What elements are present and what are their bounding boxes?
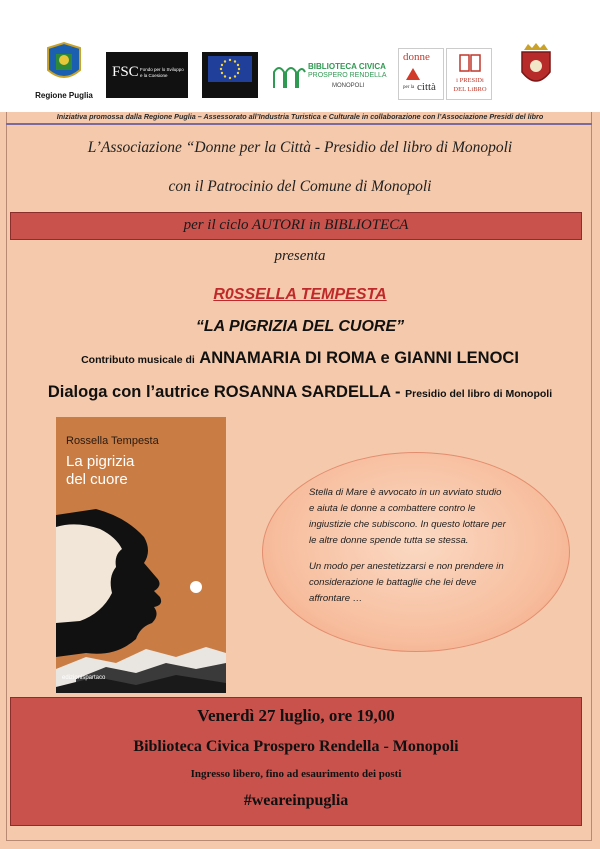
book-icon	[458, 53, 482, 73]
crest-icon	[512, 40, 560, 92]
presidi-del-libro-logo	[446, 48, 492, 100]
event-date: Venerdì 27 luglio, ore 19,00	[197, 706, 395, 725]
event-info-box	[10, 697, 582, 826]
regione-puglia-label: Regione Puglia	[35, 91, 93, 100]
fsc-logo	[106, 52, 188, 98]
biblioteca-rendella-logo	[272, 52, 387, 98]
author-name: R0SSELLA TEMPESTA	[213, 286, 387, 303]
eu-flag-logo	[202, 52, 258, 98]
donne-line1: donne	[403, 51, 430, 63]
dialogue-line	[0, 383, 600, 402]
synopsis-line: affrontare …	[309, 593, 363, 604]
synopsis-line: ingiustizie che subiscono. In questo lottare per	[309, 519, 506, 530]
book-title: “LA PIGRIZIA DEL CUORE”	[195, 318, 405, 335]
presidi-line1: i PRESIDi	[456, 77, 484, 84]
patronage-line: con il Patrocinio del Comune di Monopoli	[168, 178, 432, 195]
donne-per-la-citta-logo	[398, 48, 444, 100]
synopsis-line: e aiuta le donne a combattere contro le	[309, 503, 476, 514]
synopsis-line: le altre donne spende tutta se stessa.	[309, 535, 469, 546]
synopsis-line: Stella di Mare è avvocato in un avviato studio	[309, 487, 502, 498]
arches-icon	[272, 60, 306, 90]
presenta-label: presenta	[274, 248, 326, 264]
synopsis-oval	[262, 452, 570, 652]
event-entry: Ingresso libero, fino ad esaurimento dei posti	[190, 768, 402, 780]
synopsis-line: considerazione le battaglie che lei deve	[309, 577, 477, 588]
synopsis-line: Un modo per anestetizzarsi e non prendere in	[309, 561, 504, 572]
music-prefix: Contributo musicale di	[81, 354, 195, 366]
regione-puglia-emblem-icon	[34, 40, 94, 86]
biblioteca-line2: PROSPERO RENDELLA	[308, 72, 387, 79]
donne-line2: per la	[403, 85, 415, 90]
cycle-text: per il ciclo AUTORI in BIBLIOTECA	[183, 217, 409, 233]
header-rule	[6, 123, 592, 125]
book-cover-illustration	[56, 417, 226, 693]
musicians: ANNAMARIA DI ROMA e GIANNI LENOCI	[199, 349, 519, 367]
event-venue: Biblioteca Civica Prospero Rendella - Monopoli	[133, 738, 459, 755]
donne-line3: città	[417, 81, 436, 93]
fsc-mark: FSC	[112, 64, 139, 80]
triangle-icon	[405, 67, 421, 81]
dialogue-main: Dialoga con l’autrice ROSANNA SARDELLA	[47, 383, 391, 401]
comune-monopoli-crest	[512, 40, 560, 100]
biblioteca-line1: BIBLIOTECA CIVICA	[308, 62, 386, 71]
association-line: L’Associazione “Donne per la Città - Presidio del libro di Monopoli	[87, 139, 513, 156]
book-cover	[56, 417, 226, 693]
cycle-banner	[10, 212, 582, 240]
event-hashtag: #weareinpuglia	[243, 792, 349, 809]
regione-puglia-logo	[34, 40, 94, 100]
book-cover-title-2: del cuore	[66, 471, 128, 488]
presidi-line2: DEL LiBRO	[453, 86, 487, 93]
music-line	[0, 349, 600, 368]
dialogue-dash: -	[390, 383, 406, 401]
book-cover-author: Rossella Tempesta	[66, 435, 159, 447]
book-cover-title-1: La pigrizia	[66, 453, 135, 470]
dialogue-org: Presidio del libro di Monopoli	[405, 388, 553, 400]
biblioteca-line3: MONOPOLI	[332, 83, 365, 89]
eu-flag-icon	[202, 52, 258, 86]
credit-line: Iniziativa promossa dalla Regione Puglia – Assessorato all’Industria Turistica e Culturale in collaborazione con l’Associazione Presidi del libro	[56, 112, 544, 121]
logo-strip	[0, 0, 600, 112]
fsc-subtitle: Fondo per lo Sviluppo e la Coesione	[140, 67, 184, 78]
book-cover-publisher: edizionispartaco	[62, 675, 106, 681]
